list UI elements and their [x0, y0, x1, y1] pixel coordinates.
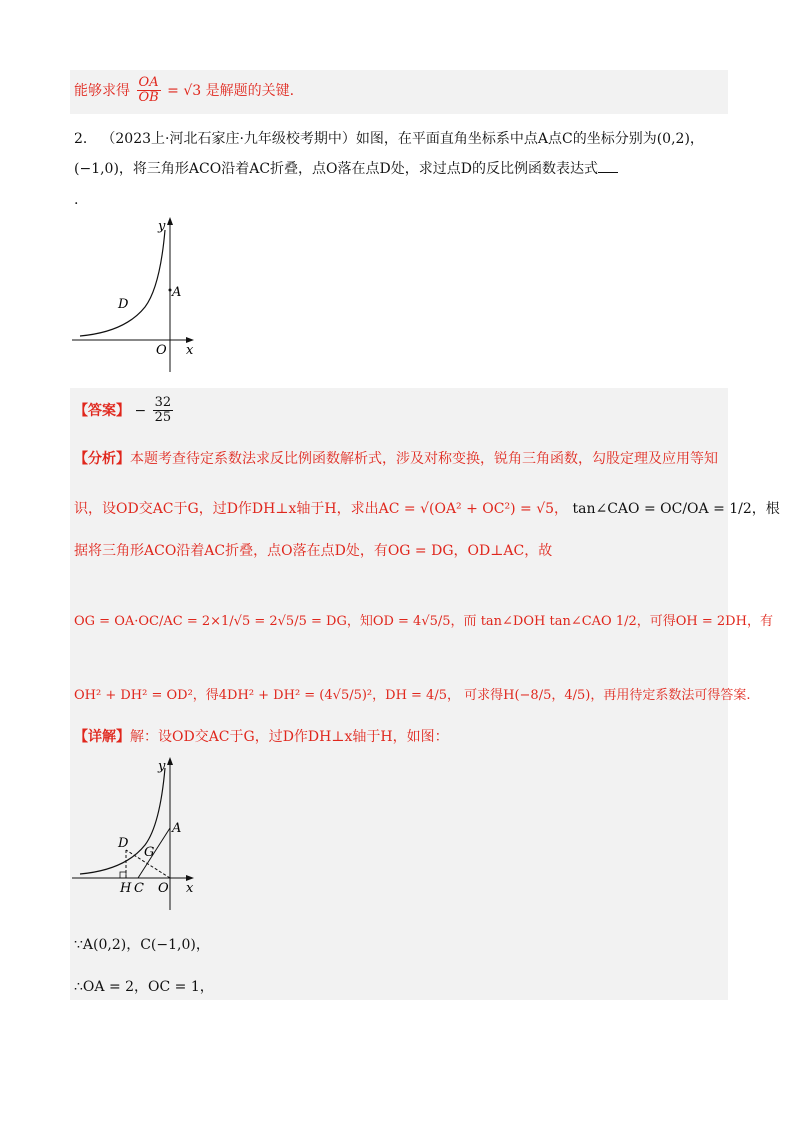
analysis-text-1: 本题考查待定系数法求反比例函数解析式，涉及对称变换，锐角三角函数，勾股定理及应用等知 — [130, 451, 718, 467]
analysis-line-2 — [74, 498, 780, 518]
analysis-line-5 — [74, 684, 750, 703]
answer-line — [74, 396, 175, 426]
question-line-1 — [74, 128, 704, 148]
step-1 — [74, 934, 210, 954]
answer-fraction — [153, 396, 174, 426]
right-angle-mark — [120, 872, 126, 878]
analysis-line-4 — [74, 610, 773, 629]
prev-tail: 是解题的关键. — [205, 82, 295, 99]
equals: = — [167, 82, 179, 99]
figure-2 — [70, 752, 210, 917]
analysis-text-2b: tan∠CAO = OC/OA = 1/2，根 — [572, 501, 780, 517]
label-a: A — [172, 821, 182, 836]
step-2-text: ∴OA = 2，OC = 1， — [74, 979, 214, 995]
analysis-text-5b: 可求得H(−8/5，4/5)，再用待定系数法可得答案. — [464, 688, 751, 703]
y-arrow — [167, 217, 173, 225]
prev-conclusion — [74, 76, 294, 106]
detail-tag: 【详解】 — [74, 729, 130, 745]
figure-1 — [70, 212, 210, 377]
oa-ob-fraction — [136, 76, 160, 106]
question-line-2 — [74, 158, 618, 178]
frac-den: OB — [138, 90, 159, 106]
question-period: . — [74, 192, 79, 208]
analysis-line-1 — [74, 448, 718, 468]
step-1-text: ∵A(0,2)，C(−1,0)， — [74, 937, 210, 953]
y-arrow — [167, 757, 173, 765]
answer-sign: − — [134, 402, 147, 419]
label-d: D — [118, 836, 129, 851]
label-d: D — [118, 297, 129, 312]
frac-num: OA — [138, 75, 159, 90]
answer-num: 32 — [154, 395, 172, 410]
label-h: H — [120, 881, 132, 896]
detail-text: 解：设OD交AC于G，过D作DH⊥x轴于H，如图： — [130, 729, 449, 745]
analysis-text-2a: 识，设OD交AC于G，过D作DH⊥x轴于H，求出AC = √(OA² + OC²) = √5， — [74, 501, 569, 517]
label-y: y — [158, 219, 166, 234]
step-2 — [74, 976, 214, 996]
prev-lead: 能够求得 — [74, 82, 130, 99]
label-y: y — [158, 759, 166, 774]
analysis-text-4b: tan∠DOH tan∠CAO 1/2，可得OH = 2DH，有 — [480, 614, 773, 629]
analysis-line-3 — [74, 540, 552, 560]
label-a: A — [172, 285, 182, 300]
sqrt3: √3 — [183, 82, 202, 99]
label-x: x — [186, 881, 194, 896]
label-o: O — [156, 343, 167, 358]
label-x: x — [186, 343, 194, 358]
question-line-3 — [74, 192, 78, 208]
label-g: G — [144, 845, 155, 860]
answer-blank — [598, 160, 618, 173]
analysis-text-3: 据将三角形ACO沿着AC折叠，点O落在点D处，有OG = DG，OD⊥AC，故 — [74, 543, 553, 559]
label-c: C — [134, 881, 144, 896]
question-text: (−1,0)，将三角形ACO沿着AC折叠，点O落在点D处，求过点D的反比例函数表达式 — [74, 161, 598, 177]
question-number: 2． — [74, 131, 97, 147]
hyperbola-curve — [80, 230, 165, 336]
answer-den: 25 — [154, 410, 172, 426]
analysis-tag: 【分析】 — [74, 451, 130, 467]
analysis-text-4a: OG = OA·OC/AC = 2×1/√5 = 2√5/5 = DG，知OD = 4√5/5，而 — [74, 614, 477, 629]
detail-line — [74, 726, 449, 746]
question-source: （2023上·河北石家庄·九年级校考期中）如图，在平面直角坐标系中点A点C的坐标分别为(0,2)， — [101, 131, 704, 147]
analysis-text-5a: OH² + DH² = OD²，得4DH² + DH² = (4√5/5)²，DH = 4/5， — [74, 688, 460, 703]
label-o: O — [158, 881, 169, 896]
answer-tag: 【答案】 — [74, 402, 130, 419]
